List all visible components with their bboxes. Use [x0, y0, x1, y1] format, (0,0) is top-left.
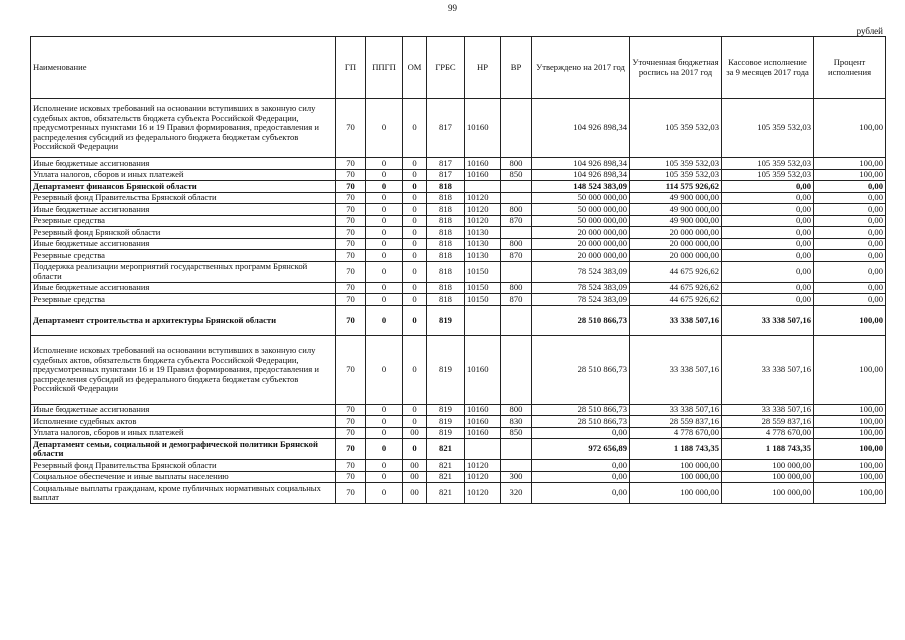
cell-ppgp: 0	[366, 192, 403, 204]
cell-grbs: 821	[427, 471, 465, 483]
cell-cash: 33 338 507,16	[722, 336, 814, 405]
cell-np: 10160	[465, 427, 501, 439]
cell-vr	[501, 181, 532, 193]
cell-vr: 800	[501, 238, 532, 250]
cell-name: Департамент семьи, социальной и демографической политики Брянской области	[31, 439, 336, 460]
cell-om: 0	[403, 215, 427, 227]
table-row	[31, 305, 886, 336]
cell-approved: 50 000 000,00	[532, 215, 630, 227]
table-row	[31, 460, 886, 472]
cell-ppgp: 0	[366, 169, 403, 181]
cell-ppgp: 0	[366, 416, 403, 428]
cell-np: 10130	[465, 238, 501, 250]
cell-om: 0	[403, 169, 427, 181]
cell-om: 0	[403, 305, 427, 336]
cell-percent: 0,00	[814, 261, 886, 282]
cell-om: 00	[403, 483, 427, 504]
table-row	[31, 427, 886, 439]
cell-gp: 70	[336, 238, 366, 250]
cell-vr	[501, 336, 532, 405]
cell-om: 0	[403, 416, 427, 428]
cell-grbs: 819	[427, 416, 465, 428]
cell-gp: 70	[336, 460, 366, 472]
header-approved: Утверждено на 2017 год	[532, 37, 630, 99]
cell-gp: 70	[336, 427, 366, 439]
cell-vr: 870	[501, 215, 532, 227]
cell-gp: 70	[336, 181, 366, 193]
cell-refined: 49 900 000,00	[630, 192, 722, 204]
cell-refined: 49 900 000,00	[630, 204, 722, 216]
cell-name: Департамент строительства и архитектуры Брянской области	[31, 305, 336, 336]
cell-refined: 20 000 000,00	[630, 227, 722, 239]
cell-grbs: 819	[427, 336, 465, 405]
header-ppgp: ППГП	[366, 37, 403, 99]
cell-vr	[501, 439, 532, 460]
cell-approved: 104 926 898,34	[532, 169, 630, 181]
cell-ppgp: 0	[366, 294, 403, 306]
cell-vr: 850	[501, 427, 532, 439]
cell-approved: 20 000 000,00	[532, 250, 630, 262]
table-row	[31, 282, 886, 294]
cell-approved: 20 000 000,00	[532, 238, 630, 250]
cell-np	[465, 181, 501, 193]
cell-ppgp: 0	[366, 282, 403, 294]
cell-cash: 4 778 670,00	[722, 427, 814, 439]
cell-gp: 70	[336, 192, 366, 204]
cell-grbs: 821	[427, 460, 465, 472]
cell-gp: 70	[336, 215, 366, 227]
cell-name: Иные бюджетные ассигнования	[31, 238, 336, 250]
cell-vr: 300	[501, 471, 532, 483]
cell-approved: 104 926 898,34	[532, 99, 630, 158]
cell-grbs: 818	[427, 204, 465, 216]
cell-name: Исполнение судебных актов	[31, 416, 336, 428]
cell-name: Департамент финансов Брянской области	[31, 181, 336, 193]
cell-cash: 100 000,00	[722, 471, 814, 483]
cell-om: 0	[403, 204, 427, 216]
cell-refined: 33 338 507,16	[630, 336, 722, 405]
cell-gp: 70	[336, 227, 366, 239]
cell-refined: 20 000 000,00	[630, 238, 722, 250]
cell-vr: 870	[501, 294, 532, 306]
cell-name: Социальные выплаты гражданам, кроме публичных нормативных социальных выплат	[31, 483, 336, 504]
cell-np: 10120	[465, 204, 501, 216]
cell-approved: 20 000 000,00	[532, 227, 630, 239]
cell-cash: 0,00	[722, 227, 814, 239]
cell-cash: 0,00	[722, 250, 814, 262]
cell-ppgp: 0	[366, 305, 403, 336]
cell-percent: 100,00	[814, 99, 886, 158]
cell-approved: 28 510 866,73	[532, 404, 630, 416]
header-refined: Уточненная бюджетная роспись на 2017 год	[630, 37, 722, 99]
cell-percent: 100,00	[814, 336, 886, 405]
table-row	[31, 158, 886, 170]
cell-name: Резервные средства	[31, 294, 336, 306]
cell-ppgp: 0	[366, 227, 403, 239]
cell-name: Резервные средства	[31, 250, 336, 262]
cell-vr: 800	[501, 204, 532, 216]
cell-om: 00	[403, 460, 427, 472]
cell-vr: 850	[501, 169, 532, 181]
cell-grbs: 821	[427, 483, 465, 504]
cell-om: 0	[403, 282, 427, 294]
header-np: НР	[465, 37, 501, 99]
cell-name: Уплата налогов, сборов и иных платежей	[31, 427, 336, 439]
cell-ppgp: 0	[366, 99, 403, 158]
cell-om: 0	[403, 238, 427, 250]
cell-percent: 100,00	[814, 158, 886, 170]
cell-percent: 0,00	[814, 294, 886, 306]
cell-np: 10130	[465, 250, 501, 262]
cell-percent: 0,00	[814, 282, 886, 294]
table-row	[31, 192, 886, 204]
cell-approved: 50 000 000,00	[532, 204, 630, 216]
cell-name: Исполнение исковых требований на основании вступивших в законную силу судебных актов, обязательств бюджета субъекта Российской Федерации, предусмотренных пунктами 16 и 19 Правил формирования, предоставления и распределения субсидий из федерального бюджета бюджетам субъектов Российской Федерации	[31, 99, 336, 158]
cell-np: 10160	[465, 404, 501, 416]
cell-grbs: 818	[427, 261, 465, 282]
cell-np	[465, 305, 501, 336]
cell-om: 0	[403, 99, 427, 158]
cell-approved: 0,00	[532, 427, 630, 439]
table-body	[31, 99, 886, 504]
cell-gp: 70	[336, 158, 366, 170]
cell-percent: 100,00	[814, 404, 886, 416]
cell-cash: 105 359 532,03	[722, 158, 814, 170]
cell-grbs: 817	[427, 169, 465, 181]
cell-vr	[501, 192, 532, 204]
cell-om: 0	[403, 181, 427, 193]
cell-name: Социальное обеспечение и иные выплаты населению	[31, 471, 336, 483]
cell-cash: 105 359 532,03	[722, 99, 814, 158]
cell-refined: 114 575 926,62	[630, 181, 722, 193]
cell-name: Иные бюджетные ассигнования	[31, 158, 336, 170]
table-row	[31, 416, 886, 428]
cell-refined: 44 675 926,62	[630, 261, 722, 282]
table-row	[31, 169, 886, 181]
cell-grbs: 818	[427, 215, 465, 227]
cell-om: 0	[403, 227, 427, 239]
cell-name: Иные бюджетные ассигнования	[31, 282, 336, 294]
header-grbs: ГРБС	[427, 37, 465, 99]
cell-np: 10160	[465, 158, 501, 170]
cell-np: 10160	[465, 99, 501, 158]
cell-vr: 800	[501, 404, 532, 416]
table-row	[31, 204, 886, 216]
cell-refined: 100 000,00	[630, 460, 722, 472]
cell-name: Резервный фонд Правительства Брянской области	[31, 192, 336, 204]
cell-approved: 104 926 898,34	[532, 158, 630, 170]
cell-ppgp: 0	[366, 215, 403, 227]
cell-cash: 0,00	[722, 181, 814, 193]
cell-gp: 70	[336, 336, 366, 405]
cell-refined: 105 359 532,03	[630, 158, 722, 170]
cell-grbs: 818	[427, 238, 465, 250]
cell-approved: 50 000 000,00	[532, 192, 630, 204]
cell-grbs: 818	[427, 250, 465, 262]
cell-cash: 0,00	[722, 261, 814, 282]
cell-vr: 800	[501, 282, 532, 294]
table-row	[31, 99, 886, 158]
table-row	[31, 250, 886, 262]
cell-cash: 33 338 507,16	[722, 305, 814, 336]
cell-name: Иные бюджетные ассигнования	[31, 204, 336, 216]
cell-name: Резервный фонд Правительства Брянской области	[31, 460, 336, 472]
cell-percent: 0,00	[814, 238, 886, 250]
cell-percent: 0,00	[814, 204, 886, 216]
cell-cash: 0,00	[722, 294, 814, 306]
cell-name: Иные бюджетные ассигнования	[31, 404, 336, 416]
header-om: ОМ	[403, 37, 427, 99]
cell-ppgp: 0	[366, 181, 403, 193]
table-row	[31, 483, 886, 504]
header-vr: ВР	[501, 37, 532, 99]
cell-om: 0	[403, 439, 427, 460]
cell-grbs: 818	[427, 294, 465, 306]
cell-om: 0	[403, 336, 427, 405]
cell-vr	[501, 305, 532, 336]
cell-vr: 870	[501, 250, 532, 262]
cell-ppgp: 0	[366, 336, 403, 405]
cell-percent: 100,00	[814, 416, 886, 428]
header-name: Наименование	[31, 37, 336, 99]
cell-om: 0	[403, 404, 427, 416]
cell-gp: 70	[336, 439, 366, 460]
cell-approved: 28 510 866,73	[532, 305, 630, 336]
budget-table	[30, 36, 886, 504]
cell-percent: 100,00	[814, 471, 886, 483]
cell-cash: 1 188 743,35	[722, 439, 814, 460]
cell-percent: 0,00	[814, 181, 886, 193]
cell-vr	[501, 460, 532, 472]
table-header-row	[31, 37, 886, 99]
table-row	[31, 261, 886, 282]
cell-gp: 70	[336, 404, 366, 416]
cell-vr: 800	[501, 158, 532, 170]
cell-om: 0	[403, 261, 427, 282]
cell-refined: 100 000,00	[630, 471, 722, 483]
cell-cash: 0,00	[722, 282, 814, 294]
cell-np: 10120	[465, 215, 501, 227]
cell-ppgp: 0	[366, 261, 403, 282]
cell-om: 0	[403, 192, 427, 204]
cell-percent: 100,00	[814, 460, 886, 472]
cell-approved: 0,00	[532, 460, 630, 472]
cell-approved: 78 524 383,09	[532, 294, 630, 306]
page-number: 99	[448, 3, 457, 13]
cell-name: Поддержка реализации мероприятий государственных программ Брянской области	[31, 261, 336, 282]
cell-np: 10120	[465, 471, 501, 483]
cell-ppgp: 0	[366, 250, 403, 262]
table-row	[31, 294, 886, 306]
cell-percent: 0,00	[814, 227, 886, 239]
cell-refined: 28 559 837,16	[630, 416, 722, 428]
cell-np: 10160	[465, 416, 501, 428]
cell-cash: 0,00	[722, 215, 814, 227]
cell-cash: 0,00	[722, 238, 814, 250]
cell-om: 00	[403, 427, 427, 439]
table-row	[31, 404, 886, 416]
cell-np: 10120	[465, 460, 501, 472]
cell-percent: 100,00	[814, 305, 886, 336]
cell-np: 10150	[465, 261, 501, 282]
cell-vr	[501, 99, 532, 158]
cell-approved: 28 510 866,73	[532, 416, 630, 428]
table-row	[31, 471, 886, 483]
cell-percent: 0,00	[814, 250, 886, 262]
cell-percent: 100,00	[814, 427, 886, 439]
cell-approved: 0,00	[532, 471, 630, 483]
cell-percent: 100,00	[814, 439, 886, 460]
cell-np: 10150	[465, 282, 501, 294]
cell-grbs: 819	[427, 427, 465, 439]
cell-cash: 33 338 507,16	[722, 404, 814, 416]
cell-approved: 148 524 383,09	[532, 181, 630, 193]
cell-approved: 78 524 383,09	[532, 282, 630, 294]
unit-label: рублей	[856, 26, 883, 36]
cell-np: 10150	[465, 294, 501, 306]
cell-grbs: 819	[427, 305, 465, 336]
cell-grbs: 818	[427, 282, 465, 294]
cell-gp: 70	[336, 250, 366, 262]
cell-percent: 0,00	[814, 215, 886, 227]
cell-gp: 70	[336, 305, 366, 336]
cell-percent: 0,00	[814, 192, 886, 204]
cell-ppgp: 0	[366, 439, 403, 460]
cell-vr	[501, 261, 532, 282]
cell-approved: 0,00	[532, 483, 630, 504]
cell-grbs: 818	[427, 181, 465, 193]
cell-approved: 972 656,89	[532, 439, 630, 460]
cell-ppgp: 0	[366, 238, 403, 250]
cell-np: 10130	[465, 227, 501, 239]
cell-name: Исполнение исковых требований на основании вступивших в законную силу судебных актов, обязательств бюджета субъекта Российской Федерации, предусмотренных пунктами 16 и 19 Правил формирования, предоставления и распределения субсидий из федерального бюджета бюджетам субъектов Российской Федерации	[31, 336, 336, 405]
cell-ppgp: 0	[366, 404, 403, 416]
cell-refined: 44 675 926,62	[630, 294, 722, 306]
cell-np: 10120	[465, 483, 501, 504]
cell-gp: 70	[336, 294, 366, 306]
cell-gp: 70	[336, 169, 366, 181]
cell-refined: 33 338 507,16	[630, 305, 722, 336]
cell-np	[465, 439, 501, 460]
cell-gp: 70	[336, 483, 366, 504]
cell-cash: 0,00	[722, 192, 814, 204]
cell-ppgp: 0	[366, 427, 403, 439]
header-cash: Кассовое исполнение за 9 месяцев 2017 года	[722, 37, 814, 99]
cell-gp: 70	[336, 282, 366, 294]
cell-cash: 28 559 837,16	[722, 416, 814, 428]
cell-approved: 78 524 383,09	[532, 261, 630, 282]
cell-percent: 100,00	[814, 169, 886, 181]
cell-ppgp: 0	[366, 471, 403, 483]
cell-cash: 100 000,00	[722, 460, 814, 472]
cell-gp: 70	[336, 416, 366, 428]
cell-grbs: 817	[427, 99, 465, 158]
table-row	[31, 238, 886, 250]
cell-cash: 105 359 532,03	[722, 169, 814, 181]
cell-grbs: 821	[427, 439, 465, 460]
cell-gp: 70	[336, 471, 366, 483]
cell-vr: 830	[501, 416, 532, 428]
cell-refined: 4 778 670,00	[630, 427, 722, 439]
cell-gp: 70	[336, 204, 366, 216]
cell-om: 0	[403, 158, 427, 170]
cell-refined: 105 359 532,03	[630, 169, 722, 181]
cell-refined: 44 675 926,62	[630, 282, 722, 294]
cell-om: 00	[403, 471, 427, 483]
cell-refined: 20 000 000,00	[630, 250, 722, 262]
cell-grbs: 818	[427, 227, 465, 239]
table-row	[31, 181, 886, 193]
cell-np: 10160	[465, 169, 501, 181]
cell-grbs: 817	[427, 158, 465, 170]
cell-name: Резервный фонд Брянской области	[31, 227, 336, 239]
table-row	[31, 215, 886, 227]
header-gp: ГП	[336, 37, 366, 99]
cell-refined: 33 338 507,16	[630, 404, 722, 416]
table-row	[31, 227, 886, 239]
cell-name: Резервные средства	[31, 215, 336, 227]
cell-refined: 49 900 000,00	[630, 215, 722, 227]
cell-np: 10160	[465, 336, 501, 405]
table-row	[31, 439, 886, 460]
cell-om: 0	[403, 294, 427, 306]
cell-vr: 320	[501, 483, 532, 504]
cell-grbs: 819	[427, 404, 465, 416]
cell-gp: 70	[336, 99, 366, 158]
cell-cash: 0,00	[722, 204, 814, 216]
cell-grbs: 818	[427, 192, 465, 204]
cell-cash: 100 000,00	[722, 483, 814, 504]
cell-ppgp: 0	[366, 204, 403, 216]
cell-ppgp: 0	[366, 158, 403, 170]
cell-approved: 28 510 866,73	[532, 336, 630, 405]
table-row	[31, 336, 886, 405]
cell-refined: 1 188 743,35	[630, 439, 722, 460]
cell-percent: 100,00	[814, 483, 886, 504]
cell-refined: 105 359 532,03	[630, 99, 722, 158]
cell-np: 10120	[465, 192, 501, 204]
cell-gp: 70	[336, 261, 366, 282]
header-percent: Процент исполнения	[814, 37, 886, 99]
cell-refined: 100 000,00	[630, 483, 722, 504]
cell-vr	[501, 227, 532, 239]
cell-ppgp: 0	[366, 460, 403, 472]
cell-ppgp: 0	[366, 483, 403, 504]
cell-name: Уплата налогов, сборов и иных платежей	[31, 169, 336, 181]
cell-om: 0	[403, 250, 427, 262]
